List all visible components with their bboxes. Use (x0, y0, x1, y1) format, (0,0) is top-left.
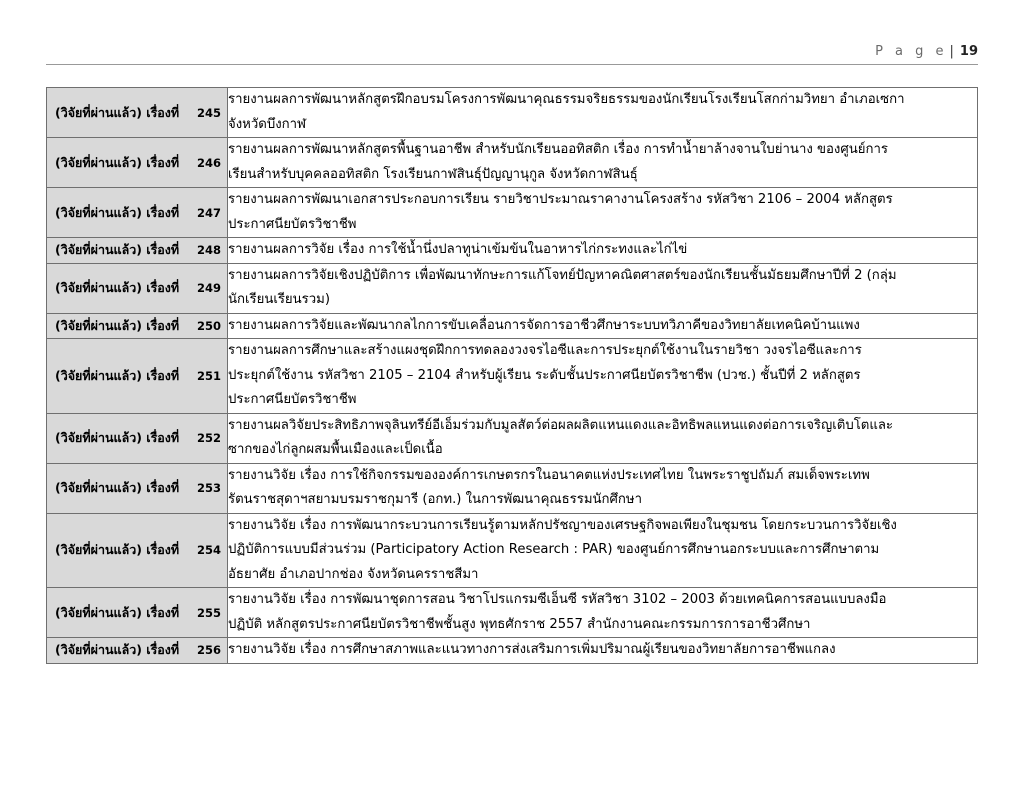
record-label (47, 640, 227, 660)
record-number: 255 (196, 605, 221, 620)
record-title-line: เรียนสำหรับบุคคลออทิสติก โรงเรียนกาฬสินธุ์ปัญญานุกูล จังหวัดกาฬสินธุ์ (228, 166, 638, 182)
record-label (47, 316, 227, 336)
record-title-line: รายงานผลการศึกษาและสร้างแผงชุดฝึกการทดลองวงจรไอซีและการประยุกต์ใช้งานในรายวิชา วงจรไอซีและการ (228, 343, 862, 358)
record-row (47, 188, 978, 238)
record-label (47, 103, 227, 123)
record-title (228, 138, 978, 188)
record-title (228, 188, 978, 238)
record-number: 246 (196, 155, 221, 170)
record-row (47, 238, 978, 264)
record-label (47, 428, 227, 448)
record-number: 245 (196, 105, 221, 120)
record-number: 247 (196, 205, 221, 220)
record-label-text: (วิจัยที่ผ่านแล้ว) เรื่องที่ (55, 642, 180, 658)
record-label (47, 240, 227, 260)
record-label (47, 603, 227, 623)
record-label-cell (47, 238, 228, 264)
record-label-text: (วิจัยที่ผ่านแล้ว) เรื่องที่ (55, 204, 180, 220)
page-number: 19 (959, 44, 978, 59)
record-label-cell (47, 88, 228, 138)
header-rule (46, 64, 978, 65)
record-label-cell (47, 313, 228, 339)
record-title-line: รายงานผลการพัฒนาหลักสูตรพื้นฐานอาชีพ สำหรับนักเรียนออทิสติก เรื่อง การทำน้ำยาล้างจานใบย่านาง ของศูนย์การ (228, 142, 888, 157)
research-records-table (46, 87, 978, 664)
record-title-line: ปฏิบัติการแบบมีส่วนร่วม (Participatory Action Research : PAR) ของศูนย์การศึกษานอกระบบและการศึกษาตาม (228, 542, 880, 557)
record-row (47, 138, 978, 188)
record-label-cell (47, 638, 228, 664)
record-row (47, 313, 978, 339)
record-row (47, 413, 978, 463)
record-title-line: รายงานวิจัย เรื่อง การพัฒนากระบวนการเรียนรู้ตามหลักปรัชญาของเศรษฐกิจพอเพียงในชุมชน โดยกระบวนการวิจัยเชิง (228, 517, 897, 533)
record-row (47, 513, 978, 588)
record-row (47, 638, 978, 664)
record-label (47, 478, 227, 498)
record-label (47, 153, 227, 173)
record-label-cell (47, 263, 228, 313)
record-title (228, 238, 978, 264)
record-row (47, 588, 978, 638)
record-label-cell (47, 513, 228, 588)
record-title-line: ประกาศนียบัตรวิชาชีพ (228, 216, 357, 232)
record-label-text: (วิจัยที่ผ่านแล้ว) เรื่องที่ (55, 480, 180, 495)
record-title-line: ปฏิบัติ หลักสูตรประกาศนียบัตรวิชาชีพชั้นสูง พุทธศักราช 2557 สำนักงานคณะกรรมการการอาชีวศึกษา (228, 616, 811, 632)
record-number: 251 (196, 368, 221, 383)
record-title (228, 588, 978, 638)
record-label-cell (47, 138, 228, 188)
record-title-line: ซากของไก่ลูกผสมพื้นเมืองและเป็ดเนื้อ (228, 442, 443, 457)
record-number: 256 (196, 643, 221, 658)
record-label-text: (วิจัยที่ผ่านแล้ว) เรื่องที่ (55, 242, 180, 258)
record-title (228, 413, 978, 463)
record-title-line: นักเรียนเรียนรวม) (228, 292, 330, 307)
record-title-line: รายงานผลการพัฒนาหลักสูตรฝึกอบรมโครงการพัฒนาคุณธรรมจริยธรรมของนักเรียนโรงเรียนโสกก่ามวิทยา อำเภอเซกา (228, 92, 905, 107)
record-label (47, 366, 227, 386)
record-label-cell (47, 463, 228, 513)
record-number: 253 (196, 481, 221, 495)
records-body (47, 88, 978, 664)
record-title (228, 339, 978, 414)
page-separator: | (949, 44, 954, 59)
record-number: 250 (196, 318, 221, 333)
record-label-text: (วิจัยที่ผ่านแล้ว) เรื่องที่ (55, 317, 180, 333)
page-header (875, 44, 978, 59)
record-number: 252 (196, 431, 221, 445)
record-title-line: ประกาศนียบัตรวิชาชีพ (228, 392, 357, 407)
record-label-text: (วิจัยที่ผ่านแล้ว) เรื่องที่ (55, 280, 180, 295)
record-number: 249 (196, 281, 221, 295)
record-label-text: (วิจัยที่ผ่านแล้ว) เรื่องที่ (55, 104, 180, 120)
record-title-line: รายงานผลวิจัยประสิทธิภาพจุลินทรีย์อีเอ็มร่วมกับมูลสัตว์ต่อผลผลิตแหนแดงและอิทธิพลแหนแดงต่อการเจริญเติบโตและ (228, 417, 894, 433)
record-label-text: (วิจัยที่ผ่านแล้ว) เรื่องที่ (55, 430, 180, 445)
record-label-cell (47, 188, 228, 238)
record-number: 248 (196, 243, 221, 258)
record-label-text: (วิจัยที่ผ่านแล้ว) เรื่องที่ (55, 542, 180, 558)
record-label (47, 540, 227, 560)
record-title-line: รายงานผลการพัฒนาเอกสารประกอบการเรียน รายวิชาประมาณราคางานโครงสร้าง รหัสวิชา 2106 – 2004 หลักสูตร (228, 192, 893, 207)
record-title (228, 513, 978, 588)
record-title (228, 263, 978, 313)
record-title-line: รายงานผลการวิจัย เรื่อง การใช้น้ำนึ่งปลาทูน่าเข้มข้นในอาหารไก่กระทงและไก่ไข่ (228, 242, 688, 257)
record-label-cell (47, 588, 228, 638)
record-title-line: จังหวัดบึงกาฬ (228, 116, 307, 132)
record-label (47, 278, 227, 298)
record-title-line: ประยุกต์ใช้งาน รหัสวิชา 2105 – 2104 สำหรับผู้เรียน ระดับชั้นประกาศนียบัตรวิชาชีพ (ปวช.) ชั้นปีที่ 2 หลักสูตร (228, 367, 861, 383)
record-number: 254 (196, 543, 221, 558)
record-label-text: (วิจัยที่ผ่านแล้ว) เรื่องที่ (55, 367, 180, 383)
record-row (47, 88, 978, 138)
record-row (47, 263, 978, 313)
record-title-line: อัธยาศัย อำเภอปากช่อง จังหวัดนครราชสีมา (228, 566, 479, 582)
record-title-line: รายงานวิจัย เรื่อง การพัฒนาชุดการสอน วิชาโปรแกรมซีเอ็นซี รหัสวิชา 3102 – 2003 ด้วยเทคนิคการสอนแบบลงมือ (228, 592, 887, 607)
record-label-cell (47, 339, 228, 414)
record-title-line: รายงานผลการวิจัยและพัฒนากลไกการขับเคลื่อนการจัดการอาชีวศึกษาระบบทวิภาคีของวิทยาลัยเทคนิคบ้านแพง (228, 317, 860, 333)
record-title (228, 463, 978, 513)
record-label (47, 203, 227, 223)
record-label-text: (วิจัยที่ผ่านแล้ว) เรื่องที่ (55, 154, 180, 170)
record-title (228, 313, 978, 339)
record-row (47, 463, 978, 513)
record-row (47, 339, 978, 414)
record-title-line: รัตนราชสุดาฯสยามบรมราชกุมารี (อกท.) ในการพัฒนาคุณธรรมนักศึกษา (228, 492, 642, 507)
record-label-text: (วิจัยที่ผ่านแล้ว) เรื่องที่ (55, 604, 180, 620)
record-label-cell (47, 413, 228, 463)
record-title-line: รายงานวิจัย เรื่อง การศึกษาสภาพและแนวทางการส่งเสริมการเพิ่มปริมาณผู้เรียนของวิทยาลัยการอาชีพแกลง (228, 642, 836, 657)
record-title (228, 638, 978, 664)
record-title-line: รายงานผลการวิจัยเชิงปฏิบัติการ เพื่อพัฒนาทักษะการแก้โจทย์ปัญหาคณิตศาสตร์ของนักเรียนชั้นมัธยมศึกษาปีที่ 2 (กลุ่ม (228, 267, 897, 283)
page-word: P a g e (875, 44, 948, 59)
record-title (228, 88, 978, 138)
record-title-line: รายงานวิจัย เรื่อง การใช้กิจกรรมขององค์การเกษตรกรในอนาคตแห่งประเทศไทย ในพระราชูปถัมภ์ สมเด็จพระเทพ (228, 467, 870, 483)
